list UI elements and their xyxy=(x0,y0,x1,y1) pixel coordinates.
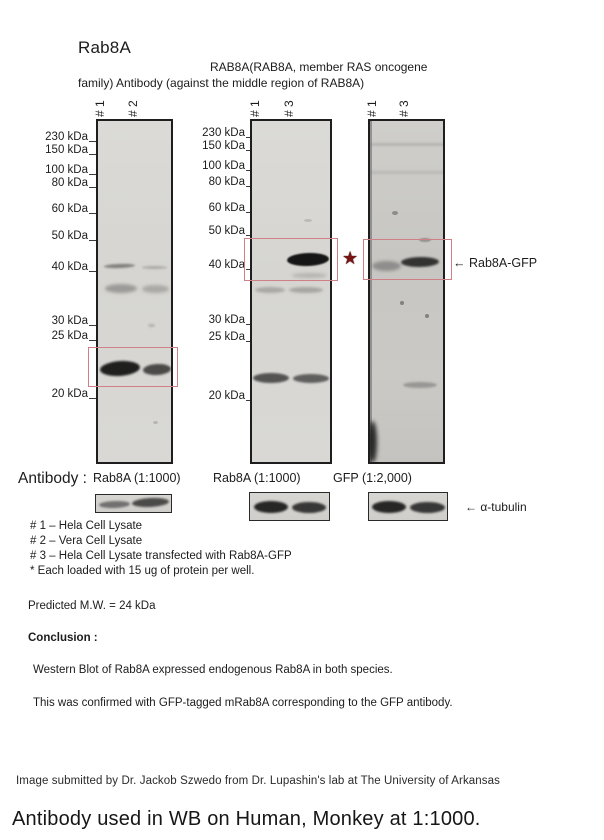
tubulin-blot-3 xyxy=(368,492,448,521)
credit-text: Image submitted by Dr. Jackob Szwedo from Dr. Lupashin's lab at The University of Arkansas xyxy=(16,775,500,787)
band xyxy=(370,143,445,146)
tubulin-blot-1 xyxy=(95,494,172,513)
band xyxy=(255,287,285,293)
band xyxy=(142,285,169,293)
alpha-tubulin-arrow-label: ← α-tubulin xyxy=(465,500,527,514)
lane-label: # 1 xyxy=(365,100,379,117)
figure-title: Rab8A xyxy=(78,38,131,57)
highlight-box-panel1 xyxy=(88,347,178,387)
antibody-description-line1: RAB8A(RAB8A, member RAS oncogene xyxy=(210,60,428,74)
band xyxy=(370,171,445,174)
star-marker: ★ xyxy=(342,248,359,268)
band xyxy=(368,421,377,463)
antibody-description-line2: family) Antibody (against the middle region of RAB8A) xyxy=(78,76,365,90)
band xyxy=(105,284,137,293)
conclusion-text-line1: Western Blot of Rab8A expressed endogenous Rab8A in both species. xyxy=(33,664,393,676)
mw-label: 40 kDa xyxy=(18,261,88,273)
band xyxy=(153,421,158,424)
band xyxy=(253,373,289,383)
rab8a-gfp-arrow-label: ← Rab8A-GFP xyxy=(453,256,538,270)
mw-label: 60 kDa xyxy=(175,202,245,214)
mw-label: 25 kDa xyxy=(18,330,88,342)
mw-label: 80 kDa xyxy=(18,177,88,189)
band xyxy=(410,502,445,513)
highlight-box-panel2 xyxy=(244,238,338,281)
lane-label: # 2 xyxy=(126,100,140,117)
mw-label: 150 kDa xyxy=(18,144,88,156)
mw-label: 100 kDa xyxy=(18,164,88,176)
panel3-antibody-label: GFP (1:2,000) xyxy=(333,471,412,485)
lane-label: # 1 xyxy=(248,100,262,117)
conclusion-text-line2: This was confirmed with GFP-tagged mRab8A corresponding to the GFP antibody. xyxy=(33,697,453,709)
mw-label: 30 kDa xyxy=(18,315,88,327)
mw-label: 230 kDa xyxy=(18,131,88,143)
mw-label: 80 kDa xyxy=(175,176,245,188)
blot-panel-2 xyxy=(250,119,332,464)
mw-label: 25 kDa xyxy=(175,331,245,343)
antibody-row-label: Antibody : xyxy=(18,470,87,487)
mw-label: 150 kDa xyxy=(175,140,245,152)
legend-line: # 2 – Vera Cell Lysate xyxy=(30,535,143,547)
band xyxy=(254,501,288,513)
mw-label: 20 kDa xyxy=(175,390,245,402)
band xyxy=(392,211,398,215)
band xyxy=(372,501,406,513)
band xyxy=(304,219,312,222)
mw-label: 60 kDa xyxy=(18,203,88,215)
legend-line: # 1 – Hela Cell Lysate xyxy=(30,520,143,532)
mw-label: 230 kDa xyxy=(175,127,245,139)
band xyxy=(142,266,167,269)
band xyxy=(292,502,326,513)
tubulin-blot-2 xyxy=(249,492,330,521)
lane-label: # 3 xyxy=(397,100,411,117)
conclusion-heading: Conclusion : xyxy=(28,632,98,644)
mw-label: 20 kDa xyxy=(18,388,88,400)
band xyxy=(148,324,155,327)
legend-line: # 3 – Hela Cell Lysate transfected with Rab8A-GFP xyxy=(30,550,292,562)
lane-label: # 3 xyxy=(282,100,296,117)
blot-panel-3 xyxy=(368,119,445,464)
blot-panel-1 xyxy=(96,119,173,464)
mw-label: 40 kDa xyxy=(175,259,245,271)
band xyxy=(400,301,404,305)
band xyxy=(99,500,130,508)
band xyxy=(132,497,169,508)
band xyxy=(293,374,329,383)
footer-text: Antibody used in WB on Human, Monkey at 1:1000. xyxy=(12,808,481,830)
predicted-mw-text: Predicted M.W. = 24 kDa xyxy=(28,600,156,612)
mw-label: 50 kDa xyxy=(175,225,245,237)
panel1-antibody-label: Rab8A (1:1000) xyxy=(93,471,181,485)
panel2-antibody-label: Rab8A (1:1000) xyxy=(213,471,301,485)
band xyxy=(425,314,429,318)
legend-line: * Each loaded with 15 ug of protein per well. xyxy=(30,565,255,577)
highlight-box-panel3 xyxy=(363,239,452,280)
mw-label: 100 kDa xyxy=(175,160,245,172)
mw-label: 50 kDa xyxy=(18,230,88,242)
band xyxy=(289,287,323,293)
mw-label: 30 kDa xyxy=(175,314,245,326)
band xyxy=(104,263,135,268)
lane-label: # 1 xyxy=(93,100,107,117)
band xyxy=(403,382,437,388)
